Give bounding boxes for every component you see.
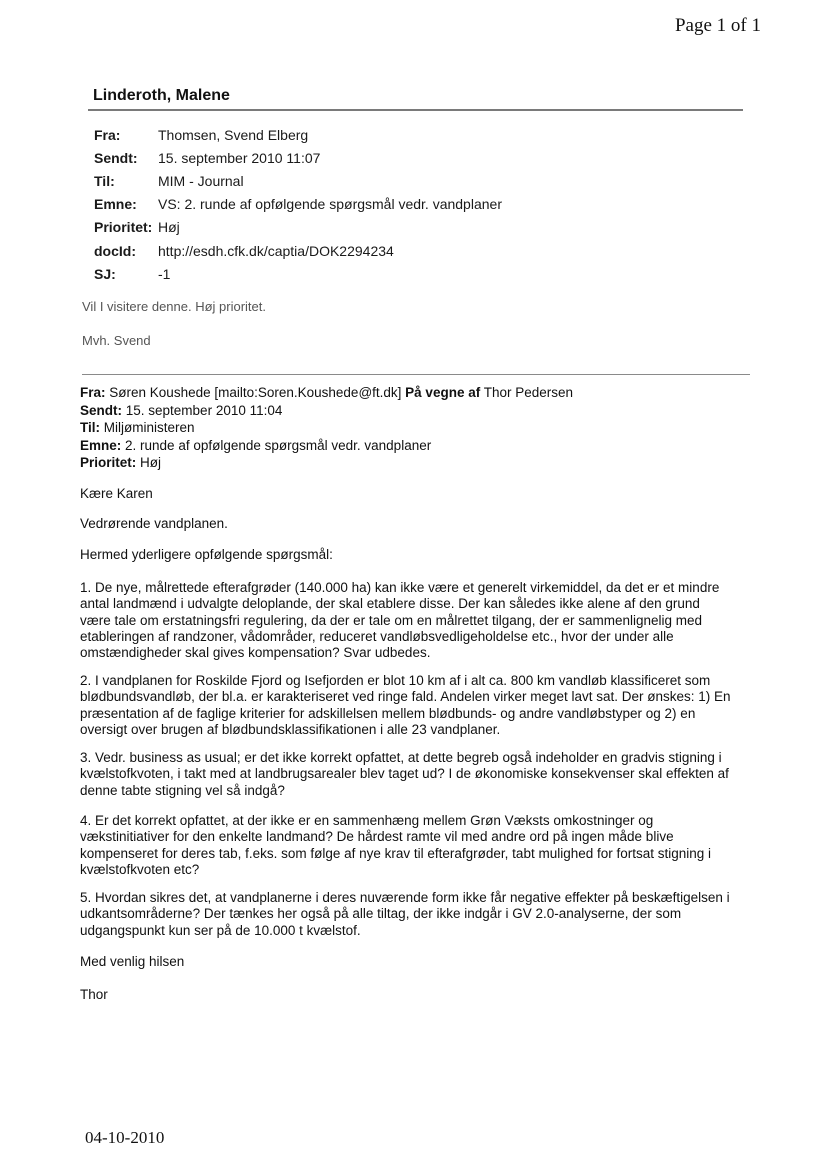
closing-greeting: Med venlig hilsen [80, 954, 185, 969]
paragraph-line: 4. Er det korrekt opfattet, at der ikke er en sammenhæng mellem Grøn Væksts omkostninger og [80, 813, 654, 828]
paragraph-line: blødbundsvandløb, der bl.a. er karakteriseret ved ringe fald. Andelen virker meget lavt sat. Der ønskes: 1) En [80, 689, 731, 705]
page-number-label: Page 1 of 1 [674, 15, 761, 36]
header-key: Sendt: [94, 149, 138, 166]
forward-note: Vil I visitere denne. Høj prioritet. [82, 299, 266, 314]
paragraph-line: præsentation af de faglige kriterier for adskillelsen mellem blødbunds- og andre vandløbstyper og 2) en [80, 705, 696, 721]
original-behalf-label: På vegne af [405, 385, 481, 400]
mailbox-owner-name: Linderoth, Malene [93, 87, 230, 104]
header-divider [88, 109, 743, 111]
original-priority-label: Prioritet: [80, 455, 137, 470]
header-row-docid [94, 239, 714, 262]
original-sent-value: 15. september 2010 11:04 [125, 402, 283, 418]
header-row-sj [94, 262, 714, 285]
header-key: Til: [94, 172, 115, 189]
header-row-priority [94, 216, 714, 239]
paragraph-line: kvælstofkvoten, i takt med at landbrugsarealer blev taget ud? I de økonomiske konsekvenser skal effekten af [80, 766, 729, 782]
footer-date: 04-10-2010 [85, 1128, 165, 1147]
paragraph-line: udgangspunkt kun ser på de 10.000 t kvælstof. [80, 922, 361, 938]
original-to-label: Til: [80, 420, 100, 435]
original-to-value: Miljøministeren [103, 420, 195, 435]
header-row-subject [94, 193, 714, 216]
header-key: docId: [94, 242, 136, 259]
header-key: Emne: [94, 196, 137, 213]
original-from-line [80, 384, 770, 402]
header-value: VS: 2. runde af opfølgende spørgsmål vedr. vandplaner [158, 196, 502, 213]
header-value: 15. september 2010 11:07 [158, 149, 321, 166]
question-paragraph-3 [80, 750, 770, 799]
paragraph-line: 3. Vedr. business as usual; er det ikke korrekt opfattet, at dette begreb også indeholder en gradvis stigning i [80, 750, 722, 765]
paragraph-line: omstændigheder skal gives kompensation? Svar udbedes. [80, 645, 431, 661]
paragraph-line: udkantsområderne? Der tænkes her også på alle tiltag, der ikke indgår i GV 2.0-analyserne, der som [80, 906, 682, 922]
paragraph-line: denne tabte stigning vel så indgå? [80, 782, 285, 798]
paragraph-line: kompenseret for deres tab, f.eks. som følge af nye krav til efterafgrøder, tabt mulighed for fortsat stigning i [80, 845, 712, 861]
paragraph-line: 5. Hvordan sikres det, at vandplanerne i deres nuværende form ikke får negative effekter på beskæftigelsen i [80, 890, 730, 905]
original-message-divider [82, 374, 750, 375]
intro-line: Vedrørende vandplanen. [80, 516, 228, 531]
paragraph-line: etableringen af randzoner, vådområder, reduceret vandløbsvedligeholdelse etc., hvor der under alle [80, 628, 674, 644]
original-from-label: Fra: [80, 385, 106, 400]
original-subject-line [80, 437, 770, 455]
header-row-sent [94, 146, 714, 169]
paragraph-line: oversigt over brugen af blødbundsklassifikationen i alle 23 vandplaner. [80, 721, 501, 737]
original-to-line [80, 419, 770, 437]
forward-signoff: Mvh. Svend [82, 333, 151, 348]
original-subject-value: 2. runde af opfølgende spørgsmål vedr. vandplaner [125, 437, 432, 453]
paragraph-line: antal landmænd i udvalgte deloplande, der skal etablere disse. Der kan således ikke alene af den grund [80, 596, 700, 612]
header-value: Thomsen, Svend Elberg [158, 126, 309, 143]
original-from-value: Søren Koushede [mailto:Soren.Koushede@ft.dk] [109, 385, 402, 400]
header-value: Høj [158, 219, 180, 236]
paragraph-line: vækstinitiativer for den enkelte landmand? De hårdest ramte vil med andre ord på ingen måde blive [80, 829, 674, 845]
paragraph-line: 2. I vandplanen for Roskilde Fjord og Isefjorden er blot 10 km af i alt ca. 800 km vandløb klassificeret som [80, 673, 711, 688]
header-value: http://esdh.cfk.dk/captia/DOK2294234 [158, 242, 394, 259]
question-paragraph-4 [80, 813, 770, 878]
header-row-to [94, 169, 714, 192]
original-email-header [80, 384, 770, 472]
header-key: Prioritet: [94, 219, 153, 236]
original-priority-value: Høj [140, 455, 162, 470]
intro-line: Hermed yderligere opfølgende spørgsmål: [80, 547, 333, 562]
header-key: Fra: [94, 126, 121, 143]
header-key: SJ: [94, 265, 116, 282]
question-paragraph-5 [80, 890, 770, 939]
header-value: MIM - Journal [158, 172, 244, 189]
paragraph-line: være tale om erstatningsfri regulering, da der er tale om en målrettet tilgang, der er sammenlignelig med [80, 612, 703, 628]
question-paragraph-2 [80, 673, 770, 738]
paragraph-line: 1. De nye, målrettede efterafgrøder (140.000 ha) kan ikke være et generelt virkemiddel, da det er et mindre [80, 580, 720, 595]
original-priority-line [80, 454, 770, 472]
original-sent-label: Sendt: [80, 402, 122, 418]
signature-name: Thor [80, 987, 108, 1002]
original-sent-line [80, 402, 770, 420]
paragraph-line: kvælstofkvoten etc? [80, 861, 200, 877]
outer-email-header [94, 123, 714, 285]
question-paragraph-1 [80, 580, 770, 661]
header-value: -1 [158, 265, 171, 282]
original-subject-label: Emne: [80, 437, 122, 453]
original-behalf-value: Thor Pedersen [483, 385, 574, 400]
salutation: Kære Karen [80, 486, 153, 501]
header-row-from [94, 123, 714, 146]
